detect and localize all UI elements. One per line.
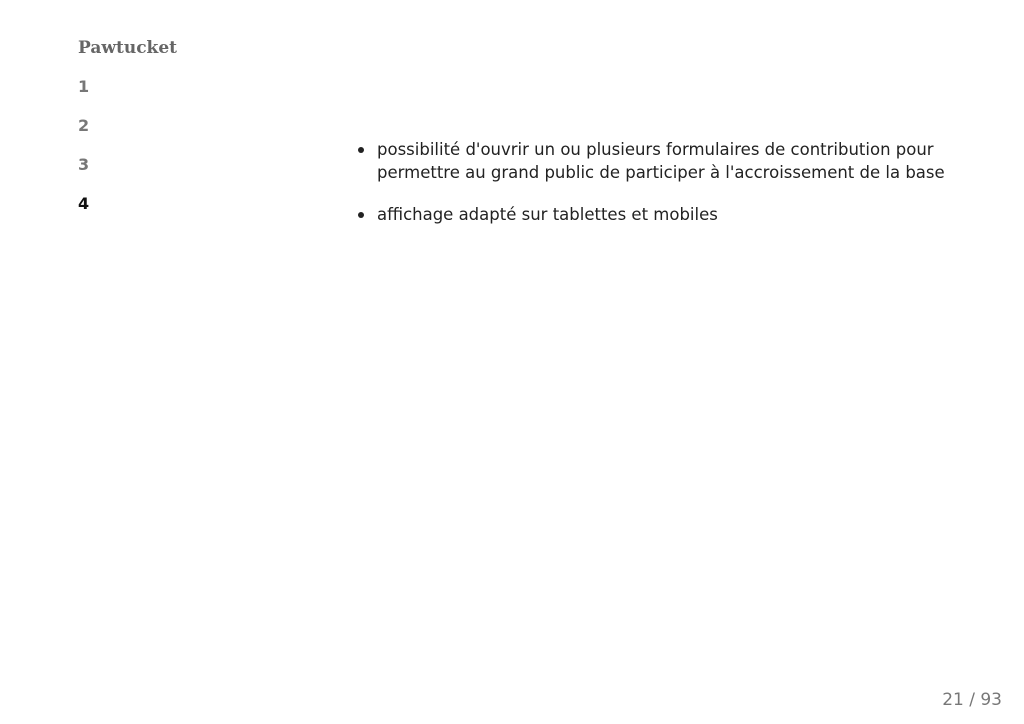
toc-list <box>78 75 278 216</box>
toc-item-4-active[interactable]: 4 <box>78 194 90 213</box>
toc-item-3[interactable]: 3 <box>78 155 90 174</box>
slide-content <box>356 138 956 245</box>
bullet-text: possibilité d'ouvrir un ou plusieurs formulaires de contribution pour permettre au grand public de participer à l'accroissement de la base <box>377 140 945 182</box>
bullet-icon <box>358 212 364 218</box>
list-item <box>356 203 956 226</box>
list-item <box>356 138 956 184</box>
bullet-text: affichage adapté sur tablettes et mobiles <box>377 205 718 224</box>
toc-item-2[interactable]: 2 <box>78 116 90 135</box>
toc-item-1[interactable]: 1 <box>78 77 90 96</box>
bullet-list <box>356 138 956 226</box>
toc-title: Pawtucket <box>78 38 177 58</box>
table-of-contents <box>78 36 278 216</box>
page-number: 21 / 93 <box>942 690 1002 710</box>
bullet-icon <box>358 147 364 153</box>
